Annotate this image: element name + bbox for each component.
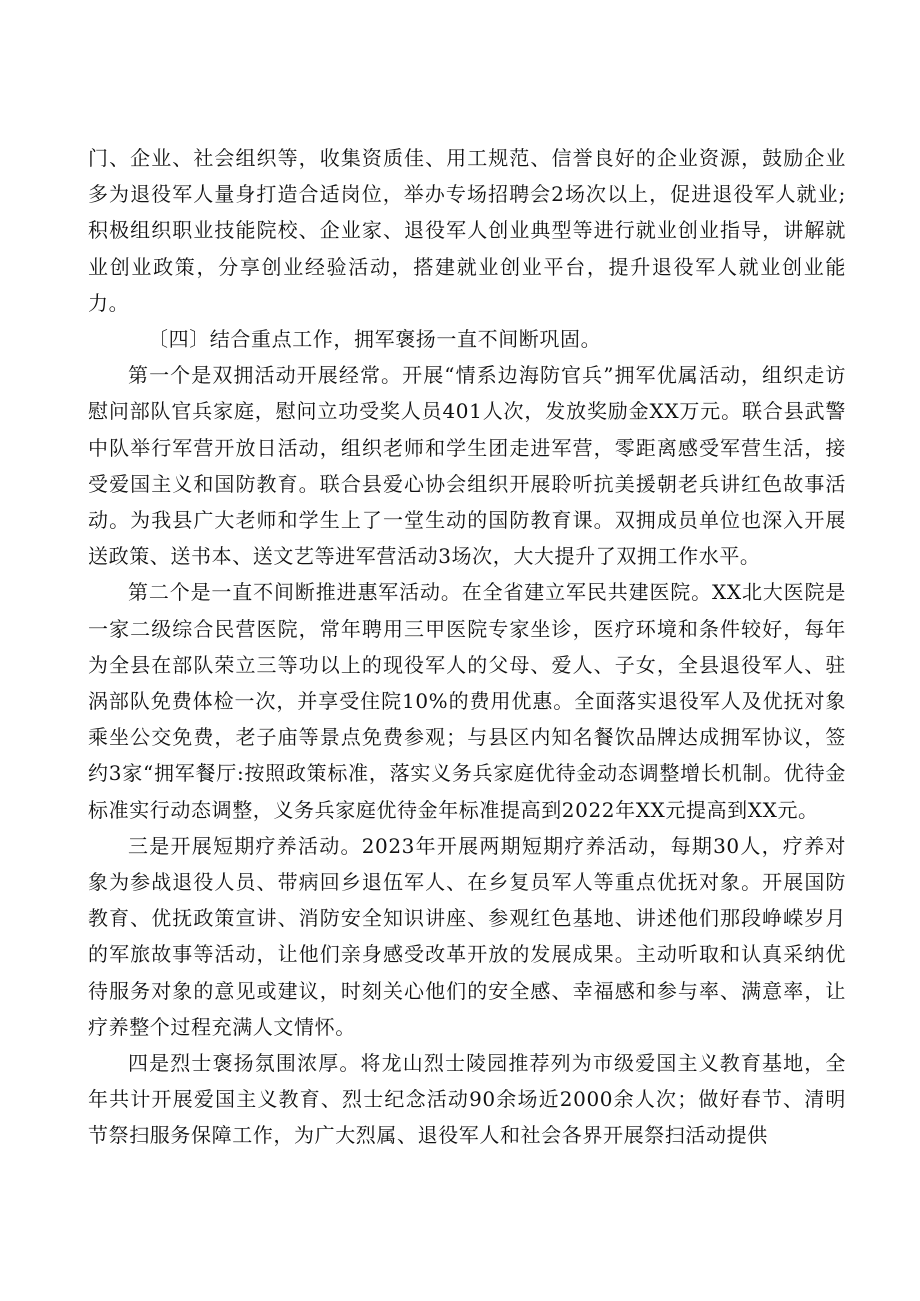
paragraph-martyr-commemoration: 四是烈士褒扬氛围浓厚。将龙山烈士陵园推荐列为市级爱国主义教育基地，全年共计开展爱国主义教育、烈士纪念活动90余场近2000余人次；做好春节、清明节祭扫服务保障工作，为广大烈属、退役军人和社会各界开展祭扫活动提供 (88, 1051, 846, 1148)
document-body (88, 140, 846, 1154)
paragraph-military-benefit-activities: 第二个是一直不间断推进惠军活动。在全省建立军民共建医院。XX北大医院是一家二级综合民营医院，常年聘用三甲医院专家坐诊，医疗环境和条件较好，每年为全县在部队荣立三等功以上的现役军人的父母、爱人、子女，全县退役军人、驻涡部队免费体检一次，并享受住院10%的费用优惠。全面落实退役军人及优抚对象乘坐公交免费，老子庙等景点免费参观；与县区内知名餐饮品牌达成拥军协议，签约3家“拥军餐厅:按照政策标准，落实义务兵家庭优待金动态调整增长机制。优待金标准实行动态调整，义务兵家庭优待金年标准提高到2022年XX元提高到XX元。 (88, 580, 846, 822)
paragraph-short-term-recuperation: 三是开展短期疗养活动。2023年开展两期短期疗养活动，每期30人，疗养对象为参战退役人员、带病回乡退伍军人、在乡复员军人等重点优抚对象。开展国防教育、优抚政策宣讲、消防安全知识讲座、参观红色基地、讲述他们那段峥嵘岁月的军旅故事等活动，让他们亲身感受改革开放的发展成果。主动听取和认真采纳优待服务对象的意见或建议，时刻关心他们的安全感、幸福感和参与率、满意率，让疗养整个过程充满人文情怀。 (88, 833, 846, 1039)
paragraph-employment-continuation: 门、企业、社会组织等，收集资质佳、用工规范、信誉良好的企业资源，鼓励企业多为退役军人量身打造合适岗位，举办专场招聘会2场次以上，促进退役军人就业;积极组织职业技能院校、企业家、退役军人创业典型等进行就业创业指导，讲解就业创业政策，分享创业经验活动，搭建就业创业平台，提升退役军人就业创业能力。 (88, 146, 846, 315)
section-heading-four: 〔四〕结合重点工作，拥军褒扬一直不间断巩固。 (148, 327, 602, 352)
paragraph-double-support-activities: 第一个是双拥活动开展经常。开展“情系边海防官兵”拥军优属活动，组织走访慰问部队官兵家庭，慰问立功受奖人员401人次，发放奖励金XX万元。联合县武警中队举行军营开放日活动，组织老师和学生团走进军营，零距离感受军营生活，接受爱国主义和国防教育。联合县爱心协会组织开展聆听抗美援朝老兵讲红色故事活动。为我县广大老师和学生上了一堂生动的国防教育课。双拥成员单位也深入开展送政策、送书本、送文艺等进军营活动3场次，大大提升了双拥工作水平。 (88, 363, 846, 569)
